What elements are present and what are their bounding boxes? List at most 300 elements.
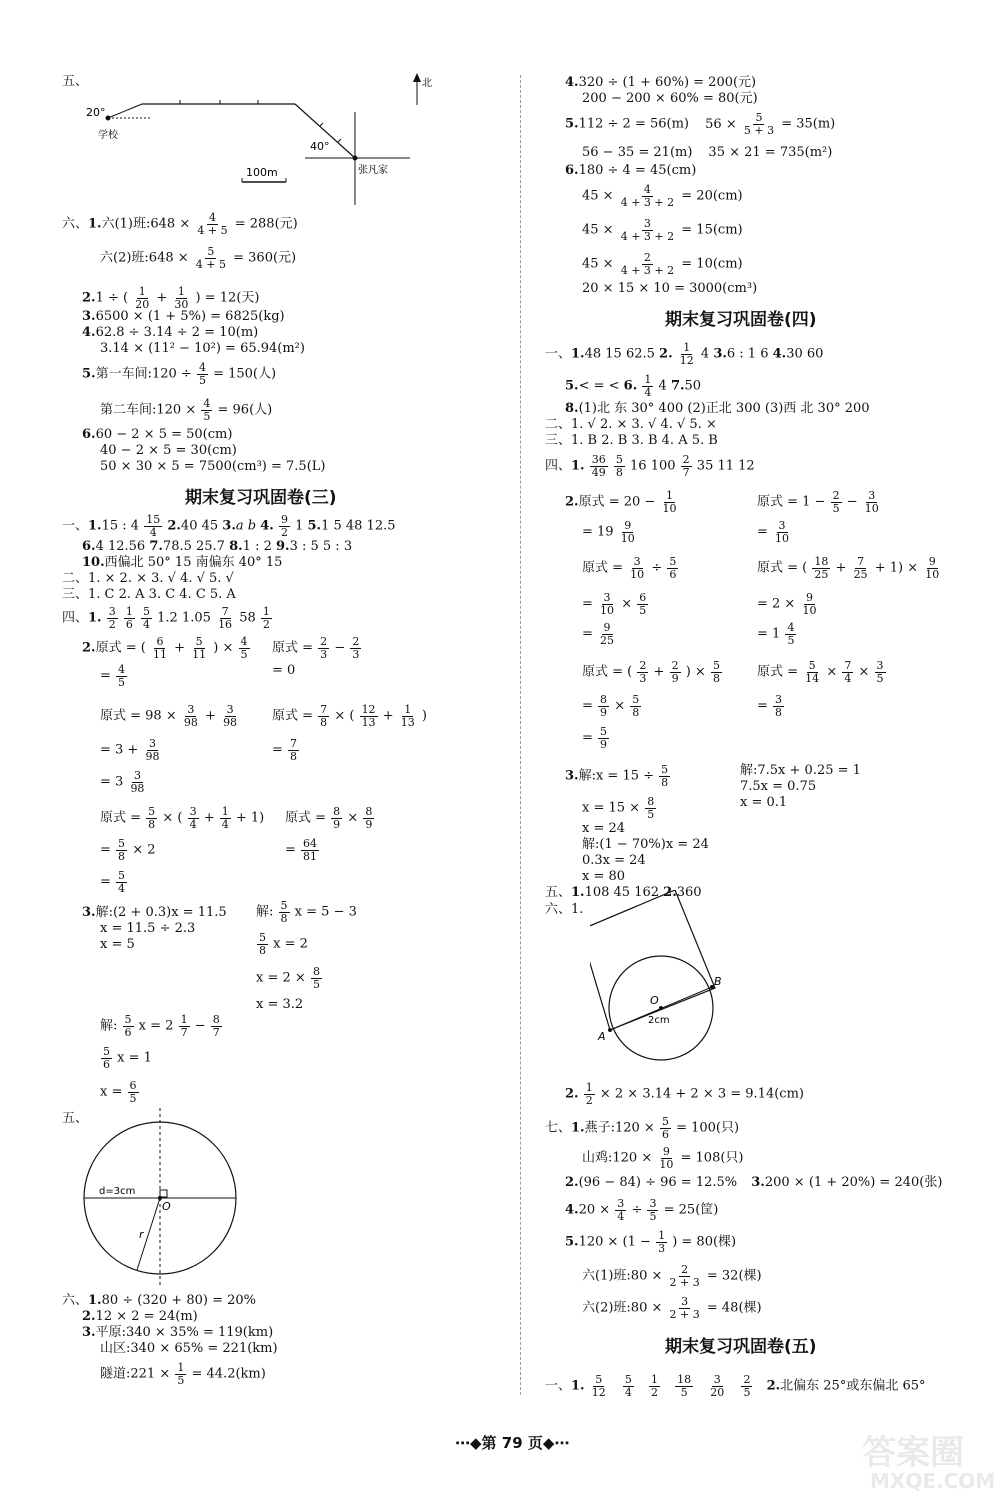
fraction: $\frac{1}{2}$ — [262, 605, 270, 631]
question-number: 1. — [88, 216, 102, 232]
fraction: $\frac{2}{3}$ — [320, 635, 328, 661]
fraction: $\frac{9}{10}$ — [802, 591, 817, 617]
answer-text: x = 2 — [138, 1018, 174, 1034]
operator: = — [272, 742, 283, 758]
watermark-logo — [862, 1425, 996, 1499]
section-label: 一、 — [545, 1378, 572, 1394]
operator: = — [100, 668, 111, 684]
fraction: $\frac{3}{10}$ — [600, 591, 615, 617]
answer-6-1 — [62, 1294, 256, 1307]
fraction: $\frac{2}{3}$ — [639, 659, 647, 685]
answer-text: 北偏东 25°或东偏北 65° — [780, 1378, 926, 1394]
fraction: $\frac{3}{98}$ — [130, 769, 145, 795]
answer-r7-4 — [565, 1198, 718, 1222]
answer-result: = 48(棵) — [706, 1300, 762, 1316]
answer-r7-2-3 — [565, 1176, 942, 1189]
answer-text: 360 — [676, 885, 702, 900]
answer-text: = 3 — [100, 774, 124, 790]
fraction: $\frac{1}{2}$ — [651, 1373, 659, 1399]
answer-text: 原式 = — [582, 560, 624, 576]
equation-r3c-line1: 解:(1 − 70%)x = 24 — [582, 837, 709, 852]
circle-figure — [75, 1108, 245, 1288]
fraction: $\frac{6}{11}$ — [152, 635, 167, 661]
footer-ornament-left: ⋯◆ — [455, 1434, 482, 1452]
section-5-label: 五、 — [62, 74, 89, 89]
answer-text: x = 1 — [117, 1050, 152, 1066]
fraction: $\frac{9}{10}$ — [620, 519, 635, 545]
operator: = — [100, 842, 111, 858]
fraction: $\frac{3}{4 + 3 + 2}$ — [620, 217, 675, 243]
route-map-figure — [80, 70, 460, 210]
fraction: $\frac{1}{6}$ — [125, 605, 133, 631]
answer-r6d — [582, 252, 743, 276]
answer-text: (1)北 东 30° 400 (2)正北 300 (3)西 北 30° 200 — [578, 401, 870, 416]
answer-text: 60 − 2 × 5 = 50(cm) — [95, 427, 233, 442]
fraction: $\frac{9}{2}$ — [280, 513, 288, 539]
answer-r6c — [582, 218, 743, 242]
answer-text: 原式 = — [272, 708, 314, 724]
operator: ) × — [685, 664, 706, 680]
answer-text: 30 60 — [786, 346, 824, 362]
calc-r2e-line1 — [582, 660, 723, 684]
answer-r6-2 — [565, 1082, 804, 1106]
fraction: $\frac{5}{4}$ — [118, 869, 126, 895]
fraction: $\frac{9}{10}$ — [925, 555, 940, 581]
calc-r2c-line1 — [582, 556, 679, 580]
fraction: $\frac{5}{9}$ — [600, 725, 608, 751]
answer-text: 1 — [295, 518, 304, 534]
answer-text: 1 5 48 12.5 — [321, 518, 396, 534]
equation-r3b-line1: 解:7.5x + 0.25 = 1 — [740, 763, 861, 778]
column-divider — [520, 75, 521, 1395]
question-number: 4. — [772, 346, 787, 362]
operator: − — [194, 1018, 206, 1034]
question-number: 4. — [565, 75, 579, 90]
answer-text: 原式 = ( — [95, 640, 146, 656]
fraction: $\frac{3}{2 + 3}$ — [669, 1295, 700, 1321]
answer-text: 120 × (1 − — [578, 1234, 651, 1250]
calc-2b-line1 — [272, 636, 362, 660]
answer-text: 50 — [684, 378, 702, 394]
answer-text: = 19 — [582, 524, 614, 540]
fraction: $\frac{3}{5}$ — [649, 1197, 657, 1223]
fraction: $\frac{1}{3}$ — [658, 1229, 666, 1255]
question-number: 3. — [713, 346, 727, 362]
calc-2a-line1 — [82, 636, 251, 660]
answer-text: 西偏北 50° 15 南偏东 40° 15 — [104, 555, 283, 570]
answer-text: 320 ÷ (1 + 60%) = 200(元) — [578, 75, 757, 90]
question-number: 2. — [565, 1086, 579, 1102]
fraction: $\frac{8}{5}$ — [647, 795, 655, 821]
fraction: $\frac{3}{8}$ — [775, 693, 783, 719]
section-5-label: 五、 — [62, 1111, 89, 1126]
fraction: $\frac{5}{6}$ — [669, 555, 677, 581]
answer-text: 原式 = ( — [757, 560, 808, 576]
equation-3c-line3 — [100, 1080, 140, 1104]
question-number: 6. — [82, 427, 96, 442]
answer-text: 112 ÷ 2 = 56(m) — [578, 116, 689, 132]
question-number: 5. — [565, 378, 579, 394]
answer-text: 解: — [100, 1018, 118, 1034]
watermark-text: 答案圈 — [862, 1433, 964, 1473]
equation-3b-line4: x = 3.2 — [256, 997, 304, 1012]
question-number: 2. — [565, 494, 579, 510]
equation-r3a-line3: x = 24 — [582, 821, 626, 836]
school-point — [106, 116, 111, 121]
operator: − — [334, 640, 346, 656]
answer-text: (96 − 84) ÷ 96 = 12.5% — [578, 1175, 738, 1190]
question-number: 6. — [565, 163, 579, 178]
operator: ÷ — [631, 1202, 643, 1218]
fraction: $\frac{5}{4}$ — [624, 1373, 632, 1399]
answer-text: 200 × (1 + 20%) = 240(张) — [764, 1175, 943, 1190]
operator: ) × — [213, 640, 234, 656]
operator: − — [846, 494, 858, 510]
school-label: 学校 — [98, 130, 118, 141]
calc-2e-line2 — [100, 838, 155, 862]
answer-text: 62.8 ÷ 3.14 ÷ 2 = 10(m) — [95, 325, 259, 340]
section-label: 七、 — [545, 1120, 572, 1136]
point-b-label: B — [714, 975, 722, 988]
answer-text: a b — [235, 518, 257, 534]
calc-2d-line2 — [272, 738, 300, 762]
answer-result: = 108(只) — [680, 1150, 744, 1166]
answer-result: = 44.2(km) — [191, 1366, 266, 1382]
question-number: 3. — [565, 768, 579, 784]
answer-1-line2 — [82, 540, 352, 553]
answer-text: 35 11 12 — [696, 458, 755, 474]
fraction: $\frac{8}{7}$ — [212, 1013, 220, 1039]
section-label: 六、 — [62, 1293, 89, 1308]
calc-2b-line2: = 0 — [272, 663, 296, 678]
operator: + 1) × — [874, 560, 919, 576]
operator: + — [835, 560, 847, 576]
equation-r3b-line3: x = 0.1 — [740, 795, 788, 810]
answer-text: 45 × — [582, 256, 614, 272]
operator: = — [757, 698, 768, 714]
question-number: 4. — [565, 1202, 579, 1218]
answer-5-line1 — [545, 1374, 926, 1398]
answer-4-line3 — [565, 402, 870, 415]
question-number: 2. — [659, 346, 673, 362]
answer-4-line5: 三、1. B 2. B 3. B 4. A 5. B — [545, 433, 718, 448]
answer-text: x = 2 × — [256, 970, 306, 986]
calc-r2e-line3 — [582, 726, 610, 750]
question-number: 3. — [82, 905, 96, 920]
fraction: $\frac{6}{5}$ — [639, 591, 647, 617]
fraction: $\frac{9}{25}$ — [600, 621, 615, 647]
equation-3b-line3 — [256, 966, 323, 990]
section-title-5: 期末复习巩固卷(五) — [665, 1337, 817, 1357]
calc-2e-line3 — [100, 870, 128, 894]
answer-text: 4 — [700, 346, 710, 362]
fraction: $\frac{2}{3}$ — [352, 635, 360, 661]
operator: + — [205, 708, 216, 724]
answer-6-2 — [82, 286, 259, 310]
question-number: 8. — [565, 401, 579, 416]
equation-r3c-line3: x = 80 — [582, 869, 626, 884]
answer-text: 原式 = — [100, 810, 142, 826]
answer-r4a — [565, 76, 756, 89]
answer-6-2 — [82, 1310, 198, 1323]
fraction: $\frac{7}{25}$ — [853, 555, 868, 581]
equation-3c-line2 — [100, 1046, 152, 1070]
angle-20-label: 20° — [86, 106, 106, 119]
fraction: $\frac{5}{4}$ — [143, 605, 151, 631]
fraction: $\frac{4}{5}$ — [118, 663, 126, 689]
question-number: 7. — [149, 539, 163, 554]
operator: ) — [421, 708, 427, 724]
section-title-3: 期末复习巩固卷(三) — [185, 488, 337, 508]
equation-3b-line2 — [256, 932, 308, 956]
scale-label: 100m — [246, 166, 278, 179]
equation-3c-line1 — [100, 1014, 223, 1038]
operator: + — [156, 290, 168, 306]
question-number: 5. — [565, 1234, 579, 1250]
fraction: $\frac{12}{13}$ — [361, 703, 376, 729]
route-tick — [338, 139, 341, 142]
fraction: $\frac{1}{13}$ — [400, 703, 415, 729]
answer-result: = 32(棵) — [706, 1268, 762, 1284]
question-number: 3. — [222, 518, 236, 534]
fraction: $\frac{7}{8}$ — [320, 703, 328, 729]
question-number: 5. — [565, 116, 579, 132]
fraction: $\frac{8}{9}$ — [365, 805, 373, 831]
answer-4-line1 — [545, 342, 823, 366]
answer-1-line1 — [62, 514, 396, 538]
question-number: 1. — [571, 458, 585, 474]
operator: = — [757, 524, 768, 540]
operator: = — [582, 698, 593, 714]
answer-text: 原式 = 98 × — [100, 708, 177, 724]
fraction: $\frac{2}{7}$ — [682, 453, 690, 479]
fraction: $\frac{5}{11}$ — [192, 635, 207, 661]
question-number: 6. — [82, 539, 96, 554]
answer-text: 原式 = 1 − — [757, 494, 826, 510]
question-number: 5. — [82, 366, 96, 382]
answer-4-line4: 二、1. √ 2. × 3. √ 4. √ 5. × — [545, 417, 717, 432]
fraction: $\frac{2}{5}$ — [743, 1373, 751, 1399]
answer-text: 35 × 21 = 735(m²) — [708, 145, 833, 160]
answer-6-1a — [62, 212, 298, 236]
fraction: $\frac{1}{12}$ — [679, 341, 694, 367]
footer-ornament-right: ◆⋯ — [542, 1434, 570, 1452]
fraction: $\frac{3}{2}$ — [108, 605, 116, 631]
equation-r3b-line2: 7.5x = 0.75 — [740, 779, 817, 794]
answer-text: 3 : 5 5 : 3 — [289, 539, 353, 554]
center-point — [659, 1006, 663, 1010]
fraction: $\frac{4}{5}$ — [787, 621, 795, 647]
center-label: O — [650, 994, 659, 1007]
question-number: 10. — [82, 555, 105, 570]
fraction: $\frac{9}{10}$ — [659, 1145, 674, 1171]
answer-6-4a — [82, 326, 258, 339]
fraction: $\frac{3}{20}$ — [710, 1373, 725, 1399]
answer-4-line2 — [565, 374, 701, 398]
north-arrow-head — [413, 73, 421, 82]
answer-text: 78.5 25.7 — [162, 539, 225, 554]
answer-2-line: 二、1. × 2. × 3. √ 4. √ 5. √ — [62, 571, 234, 586]
question-number: 6. — [623, 378, 638, 394]
answer-6-5a — [82, 362, 276, 386]
operator: + — [653, 664, 665, 680]
fraction: $\frac{3}{10}$ — [630, 555, 645, 581]
home-point — [353, 156, 358, 161]
answer-r7-5c — [582, 1296, 762, 1320]
point-a — [608, 1028, 612, 1032]
fraction: $\frac{36}{49}$ — [591, 453, 606, 479]
answer-6-3a — [82, 1326, 273, 1339]
answer-result: = 25(筐) — [663, 1202, 719, 1218]
operator: ÷ — [651, 560, 663, 576]
fraction: $\frac{18}{5}$ — [677, 1373, 692, 1399]
fraction: $\frac{3}{98}$ — [145, 737, 160, 763]
operator: = — [582, 730, 593, 746]
answer-text: 6500 × (1 + 5%) = 6825(kg) — [95, 309, 285, 324]
answer-text: × 2 — [132, 842, 156, 858]
calc-r2a-line1 — [565, 490, 679, 514]
fraction: $\frac{7}{16}$ — [218, 605, 233, 631]
route-line-segment — [108, 104, 142, 118]
fraction: $\frac{1}{10}$ — [662, 489, 677, 515]
answer-text: 56 − 35 = 21(m) — [582, 145, 693, 160]
calc-2d-line1 — [272, 704, 427, 728]
answer-result: = 150(人) — [213, 366, 277, 382]
fraction: $\frac{5}{8}$ — [280, 899, 288, 925]
fraction: $\frac{3}{98}$ — [183, 703, 198, 729]
answer-text: 解:(2 + 0.3)x = 11.5 — [95, 905, 227, 920]
question-number: 4. — [82, 325, 96, 340]
question-number: 1. — [88, 518, 102, 534]
answer-text: 六(2)班:648 × — [100, 250, 189, 266]
point-a-label: A — [598, 1030, 606, 1043]
equation-r3c-line2: 0.3x = 24 — [582, 853, 646, 868]
answer-text: 15 : 4 — [101, 518, 140, 534]
calc-2a-line2 — [100, 664, 128, 688]
answer-text: = 1 — [757, 626, 781, 642]
answer-r6e: 20 × 15 × 10 = 3000(cm³) — [582, 281, 758, 296]
route-tick — [320, 123, 323, 126]
angle-40-label: 40° — [310, 140, 330, 153]
question-number: 3. — [82, 1325, 96, 1340]
answer-text: 6 : 1 6 — [726, 346, 769, 362]
answer-text: x = — [100, 1084, 123, 1100]
question-number: 1. — [571, 1378, 585, 1394]
answer-6-3b: 山区:340 × 65% = 221(km) — [100, 1341, 278, 1356]
fraction: $\frac{7}{4}$ — [844, 659, 852, 685]
equation-3a-line3: x = 5 — [100, 937, 135, 952]
answer-1-line3 — [82, 556, 282, 569]
answer-text: 1.2 1.05 — [157, 610, 211, 626]
answer-result: = 10(cm) — [681, 256, 743, 272]
answer-text: 六(2)班:80 × — [582, 1300, 663, 1316]
operator: × — [347, 810, 359, 826]
fraction: $\frac{5}{8}$ — [615, 453, 623, 479]
radius-label: r — [139, 1228, 144, 1241]
answer-4-1 — [62, 606, 273, 630]
fraction: $\frac{3}{10}$ — [775, 519, 790, 545]
calc-r2c-line3 — [582, 622, 617, 646]
calc-2c-line1 — [100, 704, 240, 728]
fraction: $\frac{5}{6}$ — [103, 1045, 110, 1071]
answer-r5b — [582, 146, 832, 159]
answer-text: 1 : 2 — [242, 539, 272, 554]
answer-result: = 15(cm) — [681, 222, 743, 238]
fraction: $\frac{5}{14}$ — [805, 659, 820, 685]
operator: = — [582, 596, 593, 612]
length-label: 2cm — [648, 1015, 670, 1026]
calc-2f-line2 — [285, 838, 320, 862]
equation-3b-line1 — [256, 900, 357, 924]
answer-4-sec4-1 — [545, 454, 755, 478]
calc-2c-line3 — [100, 770, 147, 794]
equation-r3a-line1 — [565, 764, 671, 788]
section-label: 五、 — [545, 885, 572, 900]
calc-2c-line2 — [100, 738, 162, 762]
answer-text: 原式 = ( — [582, 664, 633, 680]
question-number: 5. — [307, 518, 322, 534]
answer-r7-5b — [582, 1264, 762, 1288]
answer-r7-5a — [565, 1230, 736, 1254]
operator: × — [826, 664, 838, 680]
north-label: 北 — [422, 78, 432, 89]
answer-text: x = 15 × — [582, 800, 641, 816]
calc-r2e-line2 — [582, 694, 642, 718]
page-number-text: 第 79 页 — [481, 1434, 543, 1452]
question-number: 2. — [82, 290, 96, 306]
answer-text: = 3 + — [100, 742, 139, 758]
fraction: $\frac{5}{8}$ — [148, 805, 156, 831]
calc-r2c-line2 — [582, 592, 649, 616]
operator: × — [614, 698, 626, 714]
question-number: 1. — [88, 1293, 102, 1308]
answer-text: 原式 = 20 − — [578, 494, 656, 510]
answer-text: × 2 × 3.14 + 2 × 3 = 9.14(cm) — [599, 1086, 804, 1102]
answer-result: = 100(只) — [676, 1120, 740, 1136]
fraction: $\frac{4}{4 + 5}$ — [197, 211, 228, 237]
answer-text: 原式 = — [272, 640, 314, 656]
answer-6-3 — [82, 310, 285, 323]
fraction: $\frac{2}{5}$ — [832, 489, 840, 515]
calc-2f-line1 — [285, 806, 375, 830]
question-number: 9. — [276, 539, 290, 554]
fraction: $\frac{3}{98}$ — [223, 703, 238, 729]
answer-6-6b: 40 − 2 × 5 = 30(cm) — [100, 443, 237, 458]
answer-r6b — [582, 184, 743, 208]
section-label: 四、 — [62, 610, 89, 626]
question-number: 2. — [663, 885, 677, 900]
calc-r2b-line2 — [757, 520, 792, 544]
fraction: $\frac{2}{2 + 3}$ — [669, 1263, 700, 1289]
answer-text: 第二车间:120 × — [100, 402, 197, 418]
fraction: $\frac{7}{8}$ — [290, 737, 298, 763]
calc-r2d-line3 — [757, 622, 797, 646]
operator: × ( — [334, 708, 355, 724]
question-number: 3. — [751, 1175, 765, 1190]
answer-text: 第一车间:120 ÷ — [95, 366, 192, 382]
answer-text: 45 × — [582, 222, 614, 238]
answer-text: x = 2 — [273, 936, 308, 952]
answer-r6a — [565, 164, 696, 177]
fraction: $\frac{5}{8}$ — [661, 763, 669, 789]
fraction: $\frac{64}{81}$ — [303, 837, 318, 863]
fraction: $\frac{18}{25}$ — [814, 555, 829, 581]
fraction: $\frac{2}{9}$ — [671, 659, 679, 685]
operator: = — [285, 842, 296, 858]
answer-3-line: 三、1. C 2. A 3. C 4. C 5. A — [62, 587, 236, 602]
fraction: $\frac{1}{5}$ — [177, 1361, 185, 1387]
equation-3a-line2: x = 11.5 ÷ 2.3 — [100, 921, 196, 936]
